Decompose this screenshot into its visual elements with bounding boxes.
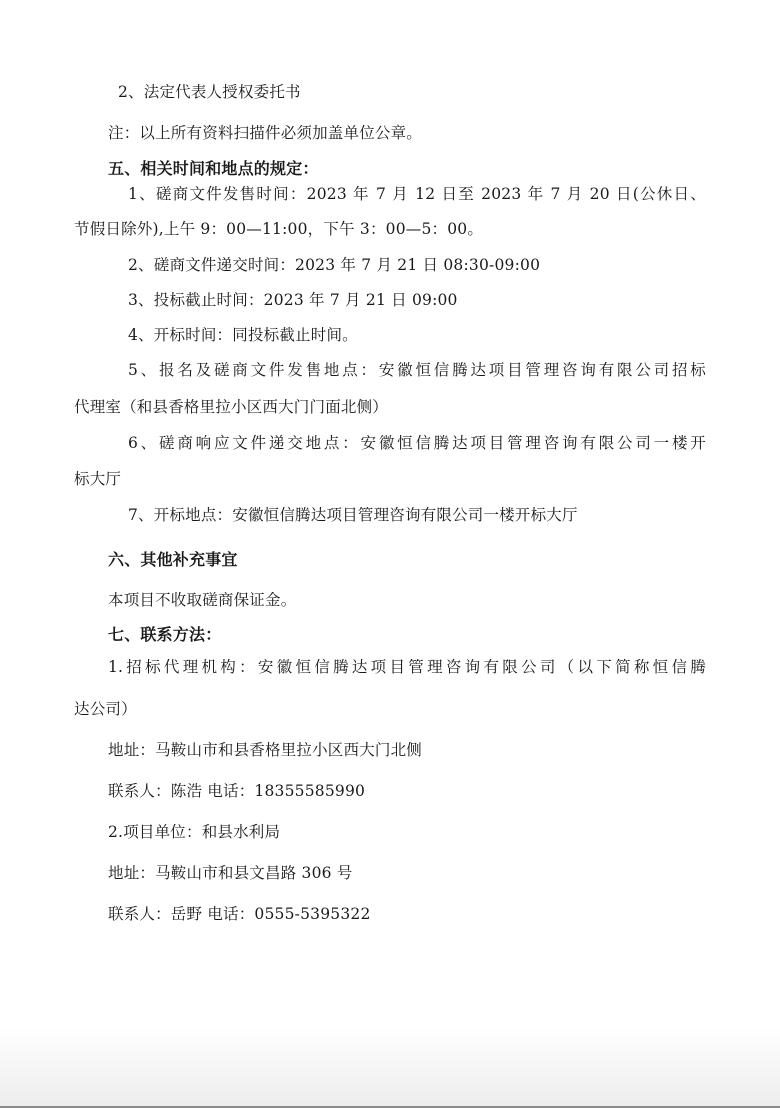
project-unit-address: 地址：马鞍山市和县文昌路 306 号	[108, 864, 353, 882]
agency-line-2: 达公司）	[74, 700, 137, 718]
sale-time-line-1: 1、磋商文件发售时间：2023 年 7 月 12 日至 2023 年 7 月 20 日(公休日、	[128, 185, 706, 203]
submission-time: 2、磋商文件递交时间：2023 年 7 月 21 日 08:30-09:00	[128, 256, 541, 274]
opening-location: 7、开标地点：安徽恒信腾达项目管理咨询有限公司一楼开标大厅	[128, 506, 578, 524]
response-location-line-2: 标大厅	[74, 470, 122, 488]
note-seal-requirement: 注：以上所有资料扫描件必须加盖单位公章。	[108, 124, 423, 142]
sale-time-line-2: 节假日除外),上午 9：00—11:00，下午 3：00—5：00。	[74, 220, 484, 238]
sale-location-line-1: 5、报名及磋商文件发售地点：安徽恒信腾达项目管理咨询有限公司招标	[128, 361, 706, 379]
bid-deadline: 3、投标截止时间：2023 年 7 月 21 日 09:00	[128, 291, 458, 309]
agency-address: 地址：马鞍山市和县香格里拉小区西大门北侧	[108, 741, 423, 759]
deposit-note: 本项目不收取磋商保证金。	[108, 591, 297, 609]
project-unit: 2.项目单位：和县水利局	[108, 823, 281, 841]
list-item-power-of-attorney: 2、法定代表人授权委托书	[118, 83, 301, 101]
section-heading-5: 五、相关时间和地点的规定：	[108, 159, 319, 178]
agency-line-1: 1.招标代理机构：安徽恒信腾达项目管理咨询有限公司（以下简称恒信腾	[108, 658, 706, 676]
sale-location-line-2: 代理室（和县香格里拉小区西大门门面北侧）	[74, 398, 389, 416]
section-heading-6: 六、其他补充事宜	[108, 550, 238, 569]
project-unit-contact: 联系人：岳野 电话：0555-5395322	[108, 905, 371, 923]
opening-time: 4、开标时间：同投标截止时间。	[128, 326, 358, 344]
page-bottom-shadow	[0, 1028, 780, 1108]
agency-contact: 联系人：陈浩 电话：18355585990	[108, 782, 366, 800]
response-location-line-1: 6、磋商响应文件递交地点：安徽恒信腾达项目管理咨询有限公司一楼开	[128, 434, 706, 452]
section-heading-7: 七、联系方法：	[108, 625, 222, 644]
